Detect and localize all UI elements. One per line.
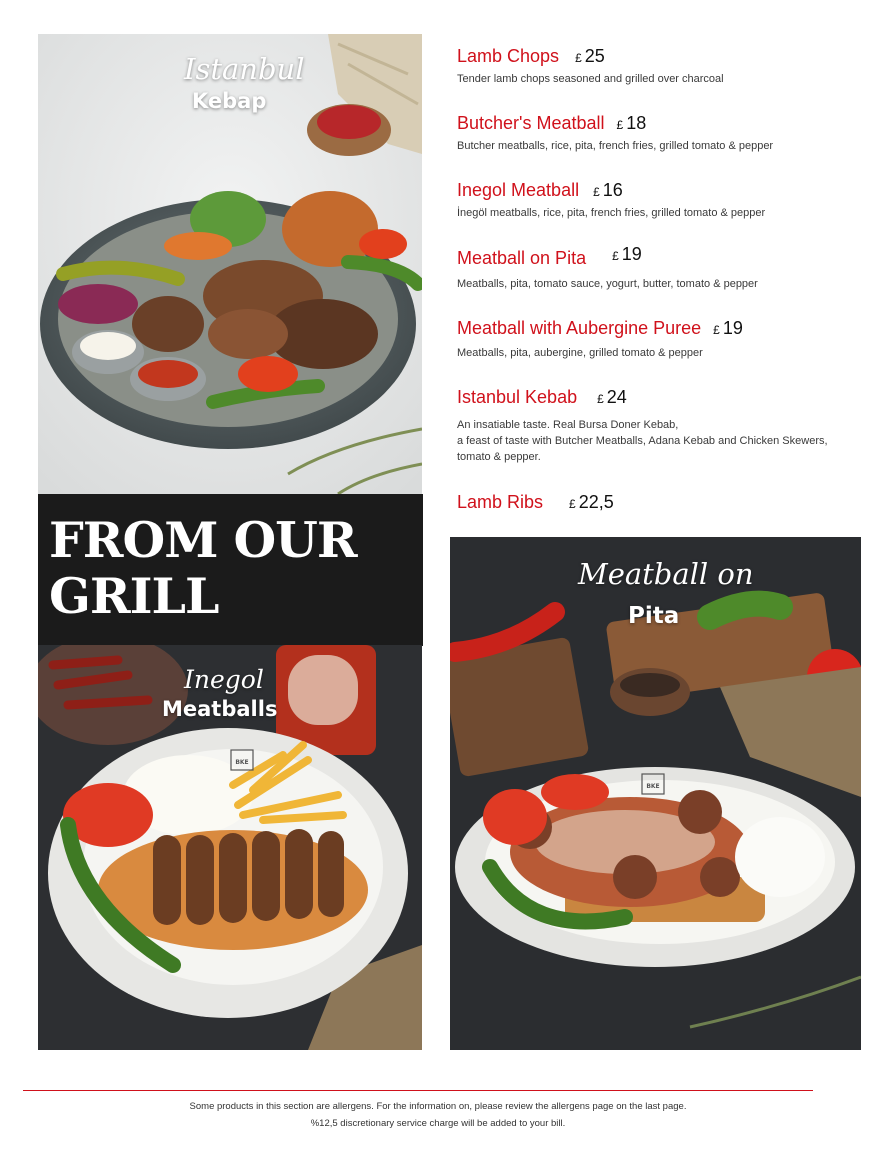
menu-item-name: Butcher's Meatball	[457, 113, 605, 133]
istanbul-kebap-photo	[38, 34, 422, 494]
photo-bold-title: Kebap	[192, 89, 267, 113]
menu-item-price: £ 22,5	[569, 492, 614, 512]
photo-bold-title: Pita	[628, 603, 680, 629]
allergen-note: Some products in this section are allergens. For the information on, please review the allergens page on the last page.	[189, 1101, 687, 1112]
footer-divider	[23, 1090, 813, 1091]
menu-item-description: Meatballs, pita, tomato sauce, yogurt, butter, tomato & pepper	[457, 278, 758, 290]
menu-item-price: £ 24	[597, 387, 627, 407]
menu-item-description: Meatballs, pita, aubergine, grilled tomato & pepper	[457, 347, 703, 359]
menu-item-description: Butcher meatballs, rice, pita, french fries, grilled tomato & pepper	[457, 140, 774, 152]
menu-item-inegol-meatball	[457, 180, 857, 221]
menu-item-price: £ 18	[616, 113, 647, 133]
menu-item-name: Inegol Meatball	[457, 180, 580, 200]
inegol-meatballs-photo	[38, 645, 422, 1050]
menu-item-name: Lamb Ribs	[457, 492, 544, 512]
menu-item-lamb-chops	[457, 46, 857, 87]
menu-item-price: £ 25	[575, 46, 605, 66]
menu-item-meatball-aubergine-puree	[457, 318, 857, 361]
photo-script-title: Istanbul	[184, 52, 305, 86]
menu-item-name: Meatball with Aubergine Puree	[457, 318, 702, 338]
section-title: FROM OUR GRILL	[49, 511, 357, 625]
photo-script-title: Inegol	[184, 665, 264, 694]
menu-item-lamb-ribs	[457, 492, 857, 513]
menu-item-name: Istanbul Kebab	[457, 387, 578, 407]
brand-mark-text: BKE	[235, 759, 249, 766]
menu-item-price: £ 19	[713, 318, 743, 338]
menu-item-description: An insatiable taste. Real Bursa Doner Kebab, a feast of taste with Butcher Meatballs, Adana Kebab and Chicken Skewers, tomato & pepper.	[457, 419, 828, 463]
menu-item-description: İnegöl meatballs, rice, pita, french fries, grilled tomato & pepper	[457, 207, 766, 219]
menu-item-name: Meatball on Pita	[457, 248, 587, 268]
brand-mark-text: BKE	[646, 783, 660, 790]
service-charge-note: %12,5 discretionary service charge will be added to your bill.	[310, 1118, 566, 1129]
menu-item-meatball-on-pita	[457, 244, 857, 292]
meatball-on-pita-photo	[450, 537, 861, 1050]
menu-item-description: Tender lamb chops seasoned and grilled over charcoal	[457, 73, 724, 85]
photo-bold-title: Meatballs	[162, 697, 278, 721]
menu-item-price: £ 19	[612, 244, 642, 264]
photo-script-title: Meatball on	[578, 557, 754, 591]
menu-item-butchers-meatball	[457, 113, 857, 154]
section-banner	[38, 494, 423, 646]
menu-item-istanbul-kebab	[457, 387, 857, 465]
menu-item-price: £ 16	[593, 180, 623, 200]
menu-item-name: Lamb Chops	[457, 46, 560, 66]
